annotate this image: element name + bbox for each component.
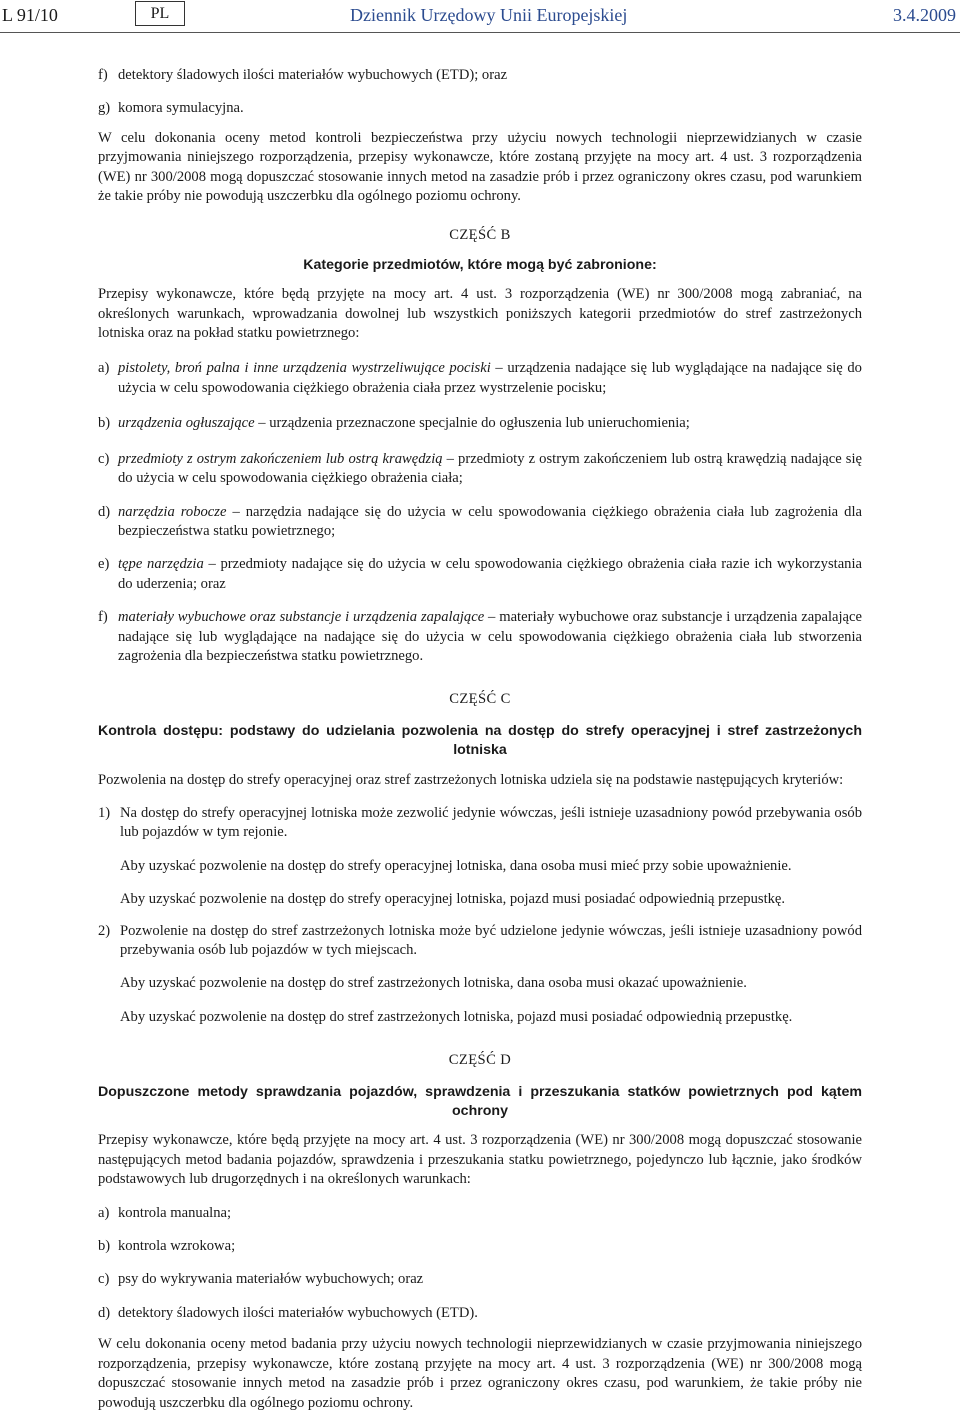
journal-title: Dziennik Urzędowy Unii Europejskiej (350, 5, 628, 25)
item-text: – przedmioty nadające się do użycia w celu spowodowania ciężkiego obrażenia ciała razie ich wykorzystania do uderzenia; oraz (118, 556, 862, 592)
item-term: pistolety, broń palna i inne urządzenia wystrzeliwujące pociski (118, 360, 491, 377)
item-label: c) (98, 450, 110, 467)
list-item (98, 1304, 862, 1323)
section-heading-b: CZĘŚĆ B (449, 227, 511, 244)
item-label: b) (98, 415, 111, 432)
list-item (98, 359, 862, 398)
item-label: a) (98, 360, 110, 377)
item-term: przedmioty z ostrym zakończeniem lub ostrą krawędzią (118, 450, 443, 467)
list-item (98, 1270, 862, 1289)
numbered-item (98, 804, 862, 843)
item-label: a) (98, 1204, 110, 1221)
item-term: urządzenia ogłuszające (118, 415, 255, 432)
publication-date: 3.4.2009 (893, 5, 956, 25)
item-text: komora symulacyjna. (118, 100, 244, 117)
item-text: psy do wykrywania materiałów wybuchowych; oraz (118, 1271, 424, 1288)
language-badge: PL (135, 1, 185, 26)
section-title-c: Kontrola dostępu: podstawy do udzielania pozwolenia na dostęp do strefy operacyjnej i stref zastrzeżonych lotniska (98, 722, 862, 759)
item-text: – narzędzia nadające się do użycia w celu spowodowania ciężkiego obrażenia ciała lub zagrożenia dla bezpieczeństwa statku powietrznego; (118, 503, 862, 539)
sub-paragraph: Aby uzyskać pozwolenie na dostęp do stref zastrzeżonych lotniska, dana osoba musi okazać upoważnienie. (120, 975, 747, 992)
item-term: tępe narzędzia (118, 556, 204, 573)
item-text: Na dostęp do strefy operacyjnej lotniska może zezwolić jedynie wówczas, jeśli istnieje uzasadniony powód przebywania osób lub pojazdów w tym rejonie. (120, 804, 862, 841)
paragraph: Przepisy wykonawcze, które będą przyjęte na mocy art. 4 ust. 3 rozporządzenia (WE) nr 300/2008 mogą zabraniać, na określonych warunkach, wprowadzania dowolnej lub wszystkich poniższych kategorii przedmiotów do stref zastrzeżonych lotniska oraz na pokład statku powietrznego: (98, 286, 862, 342)
item-term: materiały wybuchowe oraz substancje i urządzenia zapalające (118, 609, 485, 626)
sub-paragraph: Aby uzyskać pozwolenie na dostęp do strefy operacyjnej lotniska, dana osoba musi mieć przy sobie upoważnienie. (120, 857, 792, 874)
item-text: kontrola manualna; (118, 1204, 232, 1221)
numbered-item (98, 922, 862, 961)
section-title-d: Dopuszczone metody sprawdzania pojazdów, sprawdzenia i przeszukania statków powietrznych pod kątem ochrony (98, 1083, 862, 1120)
item-text: Pozwolenie na dostęp do stref zastrzeżonych lotniska może być udzielone jedynie wówczas, jeśli istnieje uzasadniony powód przebywania osób lub pojazdów w tych miejscach. (120, 922, 862, 958)
list-item (98, 450, 862, 489)
page-header (0, 0, 960, 30)
item-text: – urządzenia przeznaczone specjalnie do ogłuszenia lub unieruchomienia; (254, 415, 690, 432)
item-label: 2) (98, 922, 111, 939)
item-text: kontrola wzrokowa; (118, 1238, 236, 1255)
paragraph: W celu dokonania oceny metod badania przy użyciu nowych technologii nieprzewidzianych w czasie przyjmowania niniejszego rozporządzenia, przepisy wykonawcze, które zostaną przyjęte na mocy art. 4 ust. 3 rozporządzenia (WE) nr 300/2008 mogą dopuszczać stosowanie innych metod na zasadzie prób i przez ograniczony okres czasu, pod warunkiem, że takie próby nie powodują uszczerbku dla ogólnego poziomu ochrony. (98, 1336, 862, 1411)
list-item (98, 414, 862, 433)
list-item (98, 608, 862, 666)
header-divider (0, 32, 960, 33)
item-text: detektory śladowych ilości materiałów wybuchowych (ETD); oraz (118, 67, 508, 83)
item-label: f) (98, 67, 108, 83)
item-label: c) (98, 1271, 110, 1288)
list-item (98, 66, 862, 85)
sub-paragraph: Aby uzyskać pozwolenie na dostęp do strefy operacyjnej lotniska, pojazd musi posiadać odpowiednią przepustkę. (120, 891, 786, 908)
list-item (98, 99, 862, 118)
item-label: 1) (98, 804, 111, 821)
item-text: – urządzenia nadające się lub wyglądające na nadające się do użycia w celu spowodowania ciężkiego obrażenia ciała przez wystrzelenie pocisku; (118, 360, 862, 396)
paragraph: Pozwolenia na dostęp do strefy operacyjnej oraz stref zastrzeżonych lotniska udziela się na podstawie następujących kryteriów: (98, 771, 844, 788)
item-label: f) (98, 609, 108, 626)
sub-paragraph: Aby uzyskać pozwolenie na dostęp do stref zastrzeżonych lotniska, pojazd musi posiadać odpowiednią przepustkę. (120, 1008, 793, 1025)
item-label: b) (98, 1238, 111, 1255)
list-item (98, 503, 862, 542)
list-item (98, 1237, 862, 1256)
list-item (98, 1204, 862, 1223)
item-label: e) (98, 556, 110, 573)
page-reference: L 91/10 (2, 5, 58, 25)
item-label: g) (98, 100, 111, 117)
document-body (98, 66, 862, 1413)
paragraph: W celu dokonania oceny metod kontroli bezpieczeństwa przy użyciu nowych technologii nieprzewidzianych w czasie przyjmowania niniejszego rozporządzenia, przepisy wykonawcze, które zostaną przyjęte na mocy art. 4 ust. 3 rozporządzenia (WE) nr 300/2008 mogą dopuszczać stosowanie innych metod na zasadzie prób i przez ograniczony okres czasu, pod warunkiem że takie próby nie powodują uszczerbku dla ogólnego poziomu ochrony. (98, 129, 862, 205)
section-title-b: Kategorie przedmiotów, które mogą być zabronione: (303, 256, 657, 273)
item-text: – przedmioty z ostrym zakończeniem lub ostrą krawędzią nadające się do użycia w celu spowodowania ciężkiego obrażenia ciała; (118, 450, 862, 487)
item-term: narzędzia robocze (118, 503, 227, 520)
section-heading-d: CZĘŚĆ D (448, 1052, 512, 1069)
item-label: d) (98, 503, 111, 520)
list-item (98, 555, 862, 594)
item-label: d) (98, 1304, 111, 1321)
item-text: – materiały wybuchowe oraz substancje i urządzenia zapalające nadające się lub wyglądające na nadające się do użycia w celu spowodowania ciężkiego obrażenia ciała lub stworzenia zagrożenia dla bezpieczeństwa statku powietrznego. (118, 609, 862, 664)
paragraph: Przepisy wykonawcze, które będą przyjęte na mocy art. 4 ust. 3 rozporządzenia (WE) nr 300/2008 mogą dopuszczać stosowanie następujących metod badania pojazdów, sprawdzenia i przeszukania statku powietrznego, pojedynczo lub łącznie, jako środków podstawowych lub drugorzędnych i na określonych warunkach: (98, 1132, 862, 1188)
item-text: detektory śladowych ilości materiałów wybuchowych (ETD). (118, 1304, 478, 1321)
section-heading-c: CZĘŚĆ C (449, 691, 511, 708)
